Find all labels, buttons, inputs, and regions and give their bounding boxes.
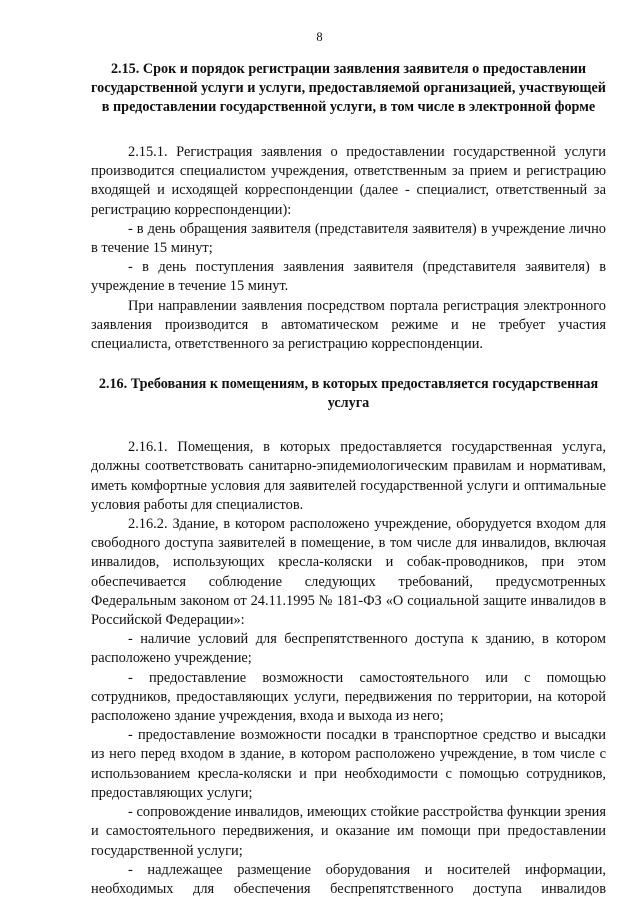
list-item-personal-visit: - в день обращения заявителя (представителя заявителя) в учреждение лично в течение 15 минут; bbox=[91, 220, 606, 257]
paragraph-2-16-1: 2.16.1. Помещения, в которых предоставляется государственная услуга, должны соответствовать санитарно-эпидемиологическим правилам и нормативам, иметь комфортные условия для заявителей государственной услуги и оптимальные условия работы для специалистов. bbox=[91, 439, 606, 513]
list-item-escort-disabled: - сопровождение инвалидов, имеющих стойкие расстройства функции зрения и самостоятельного передвижения, и оказание им помощи при предоставлении государственной услуги; bbox=[91, 804, 606, 859]
list-item-movement-assistance: - предоставление возможности самостоятельного или с помощью сотрудников, предоставляющих услуги, передвижения по территории, на которой расположено здание учреждения, входа и выхода из него; bbox=[91, 669, 606, 725]
list-item-equipment-placement: - надлежащее размещение оборудования и носителей информации, необходимых для обеспечения беспрепятственного доступа инвалидов bbox=[91, 861, 606, 897]
section-heading-2-16: 2.16. Требования к помещениям, в которых предоставляется государственная услуга bbox=[98, 376, 599, 412]
paragraph-2-15-1: 2.15.1. Регистрация заявления о предоставлении государственной услуги производится специалистом учреждения, ответственным за прием и регистрацию входящей и исходящей корреспонденции (далее - специалист, ответственный за регистрацию корреспонденции): bbox=[91, 144, 606, 218]
list-item-received-application: - в день поступления заявления заявителя (представителя заявителя) в учреждение в течение 15 минут. bbox=[91, 259, 606, 295]
page-number: 8 bbox=[316, 30, 323, 44]
page-content bbox=[91, 60, 606, 899]
section-heading-2-15: 2.15. Срок и порядок регистрации заявления заявителя о предоставлении государственной услуги и услуги, предоставляемой организацией, участвующей в предоставлении государственной услуги, в том числе в электронной форме bbox=[91, 61, 606, 115]
list-item-vehicle-boarding: - предоставление возможности посадки в транспортное средство и высадки из него перед входом в здание, в котором расположено учреждение, в том числе с использованием кресла-коляски и при необходимости с помощью сотрудников, предоставляющих услуги; bbox=[91, 727, 606, 801]
paragraph-portal-registration: При направлении заявления посредством портала регистрация электронного заявления производится в автоматическом режиме и не требует участия специалиста, ответственного за регистрацию корреспонденции. bbox=[91, 297, 606, 353]
paragraph-2-16-2: 2.16.2. Здание, в котором расположено учреждение, оборудуется входом для свободного доступа заявителей в помещение, в том числе для инвалидов, включая инвалидов, использующих кресла-коляски и собак-проводников, при этом обеспечивается соблюдение следующих требований, предусмотренных Федеральным законом от 24.11.1995 № 181-ФЗ «О социальной защите инвалидов в Российской Федерации»: bbox=[91, 516, 606, 629]
list-item-building-access: - наличие условий для беспрепятственного доступа к зданию, в котором расположено учреждение; bbox=[91, 631, 606, 667]
